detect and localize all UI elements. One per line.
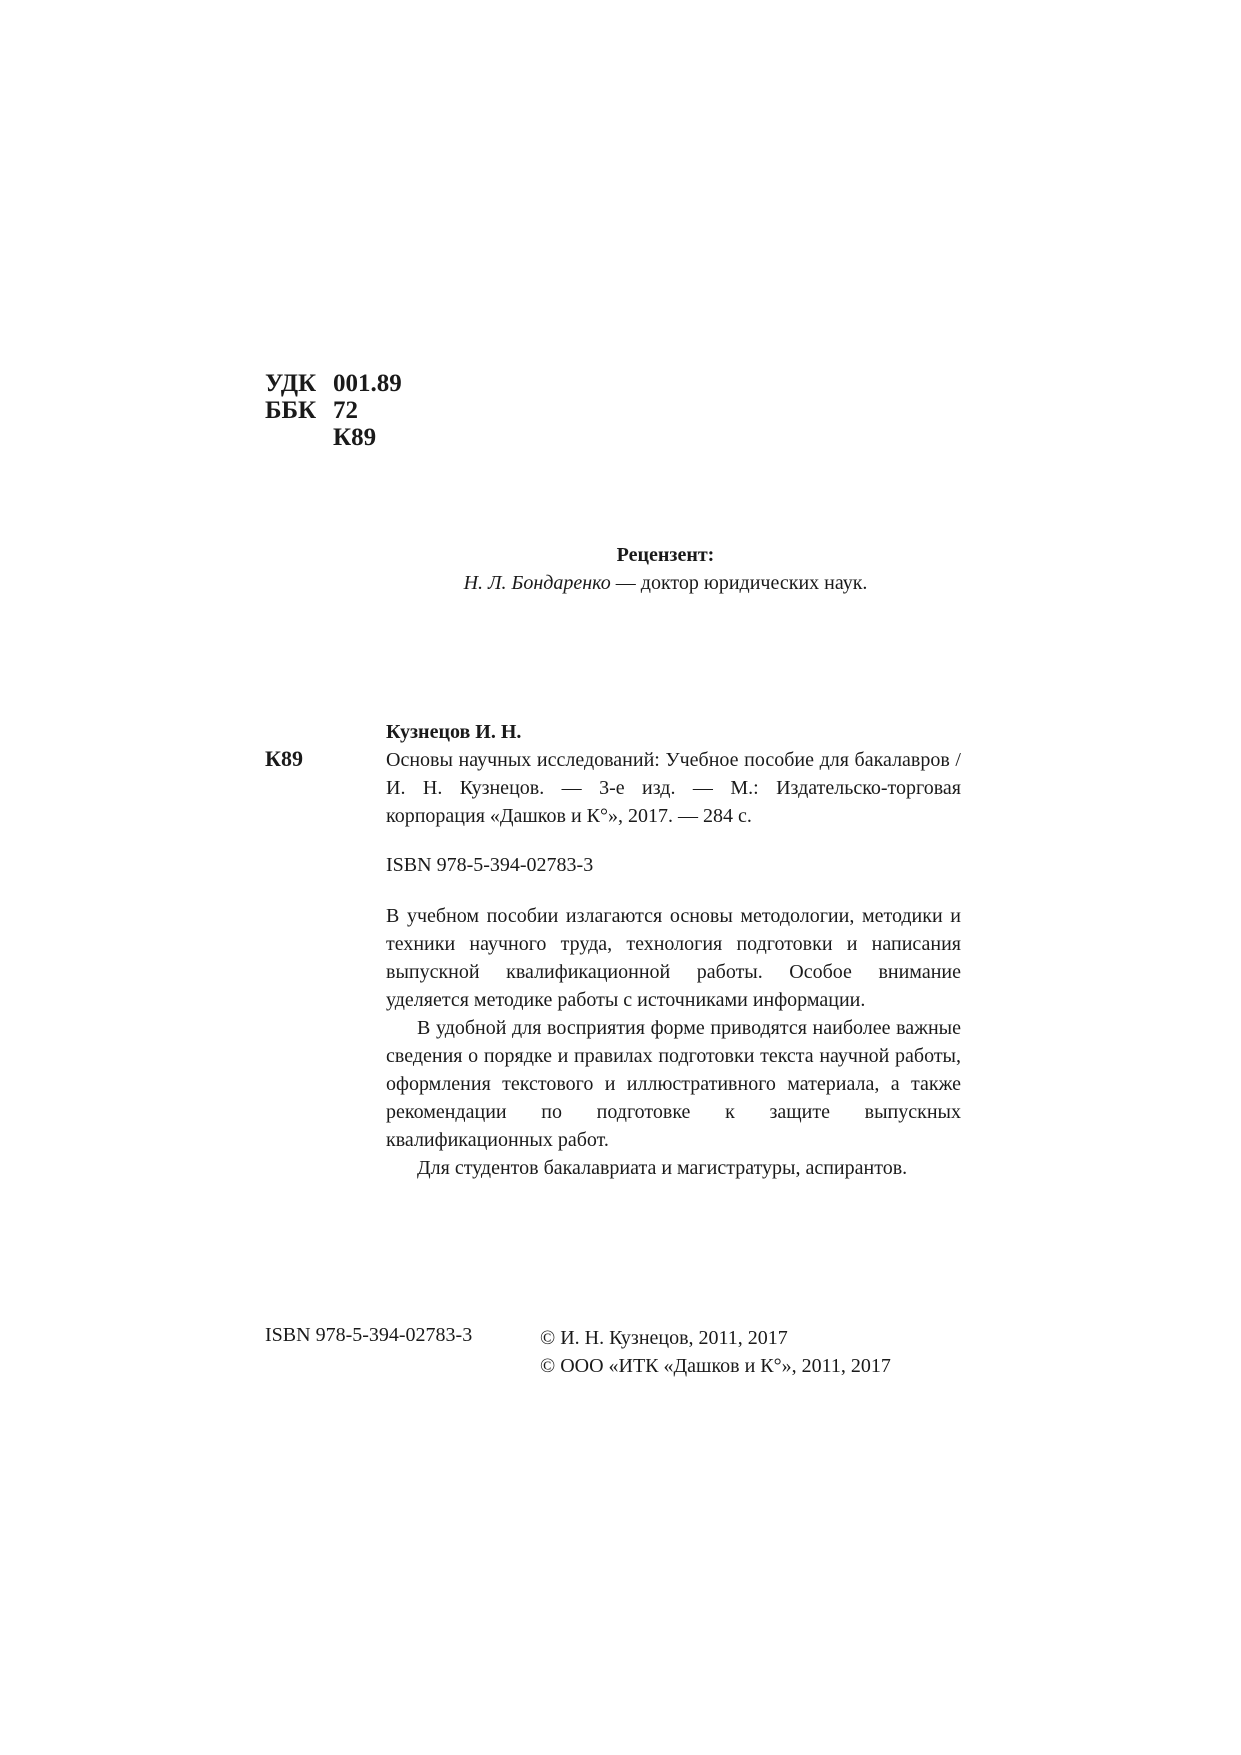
bbk-value: 72 [333, 397, 358, 424]
reviewer-heading: Рецензент: [616, 544, 715, 566]
catalog-isbn: ISBN 978-5-394-02783-3 [386, 854, 594, 876]
catalog-author-mark: К89 [265, 746, 303, 771]
annotation-paragraph: В удобной для восприятия форме приводятся наиболее важные сведения о порядке и правилах подготовки текста научной работы, оформления текстового и иллюстративного материала, а также рекомендации по подготовке к защите выпускных квалификационных работ. [386, 1017, 961, 1151]
author-mark-top: К89 [333, 424, 377, 451]
reviewer-description: — доктор юридических наук. [610, 572, 868, 594]
catalog-bibliography: Основы научных исследований: Учебное пособие для бакалавров / И. Н. Кузнецов. — 3-е изд. — М.: Издательско-торговая корпорация «Дашков и К°», 2017. — 284 с. [386, 749, 961, 827]
annotation-paragraph: В учебном пособии излагаются основы методологии, методики и техники научного труда, технология подготовки и написания выпускной квалификационной работы. Особое внимание уделяется методике работы с источниками информации. [386, 905, 961, 1011]
bbk-row [265, 397, 402, 424]
bbk-label: ББК [265, 397, 317, 424]
udk-label: УДК [265, 370, 317, 397]
catalog-author: Кузнецов И. Н. [386, 721, 522, 743]
reviewer-name: Н. Л. Бондаренко [463, 572, 611, 594]
reviewer-line [0, 569, 1241, 597]
udk-value: 001.89 [333, 370, 402, 397]
copyright-author: © И. Н. Кузнецов, 2011, 2017 [540, 1327, 788, 1349]
reviewer-block [0, 541, 1241, 597]
copyright-publisher: © ООО «ИТК «Дашков и К°», 2011, 2017 [540, 1355, 891, 1377]
copyright-block [540, 1324, 891, 1380]
classification-codes [265, 370, 402, 451]
udk-row [265, 370, 402, 397]
annotation [386, 902, 961, 1182]
footer-isbn: ISBN 978-5-394-02783-3 [265, 1324, 473, 1346]
annotation-paragraph: Для студентов бакалавриата и магистратуры, аспирантов. [417, 1157, 908, 1179]
